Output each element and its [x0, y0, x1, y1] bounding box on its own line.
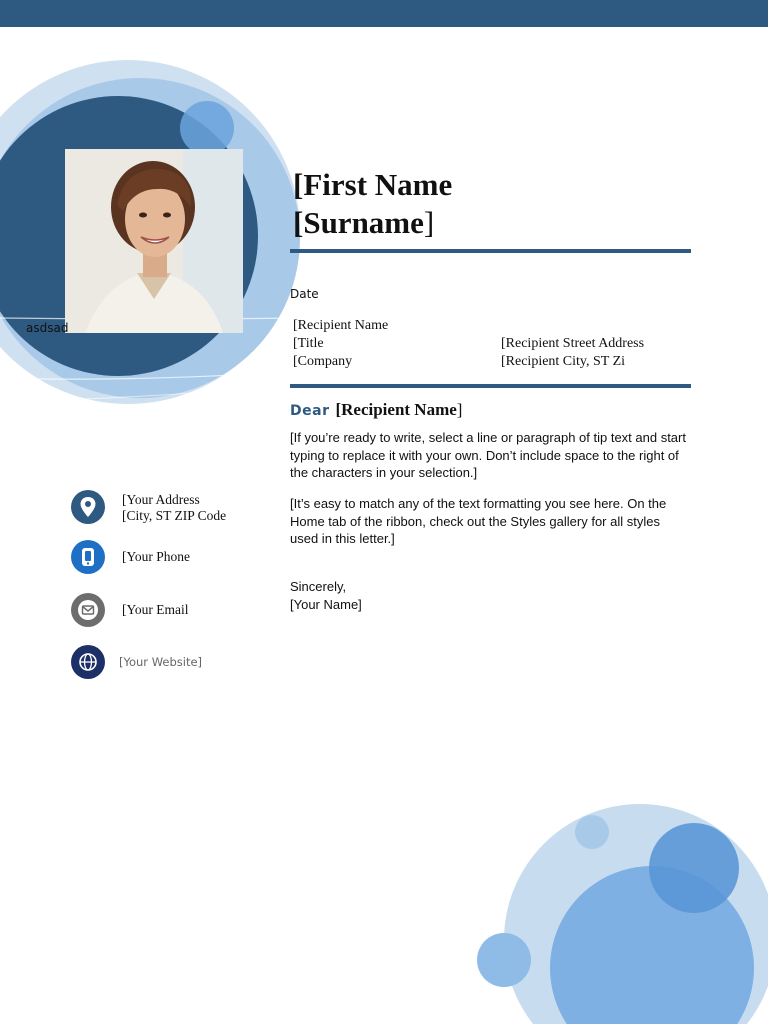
- accent-circle: [180, 101, 234, 155]
- header-divider: [290, 249, 691, 253]
- recipient-divider: [290, 384, 691, 388]
- phone-icon: [71, 540, 105, 574]
- side-note: asdsad: [26, 321, 69, 335]
- body-paragraph-2[interactable]: [It’s easy to match any of the text formatting you see here. On the Home tab of the ribbon, check out the Styles gallery for all styles used in this letter.]: [290, 496, 667, 546]
- website-field[interactable]: [Your Website]: [119, 655, 203, 669]
- email-icon: [71, 593, 105, 627]
- recipient-title-field[interactable]: [Title: [293, 336, 324, 351]
- closing-text[interactable]: Sincerely,: [290, 579, 347, 594]
- first-name-heading[interactable]: [First Name: [293, 167, 453, 202]
- recipient-street-field[interactable]: [Recipient Street Address: [501, 336, 645, 351]
- recipient-city-field[interactable]: [Recipient City, ST Zi: [501, 354, 626, 369]
- surname-bracket: ]: [423, 205, 435, 240]
- bottom-tiny-circle: [575, 815, 609, 849]
- phone-field[interactable]: [Your Phone: [122, 549, 191, 564]
- recipient-name-field[interactable]: [Recipient Name: [293, 318, 389, 333]
- salutation-bracket: ]: [456, 400, 463, 419]
- salutation[interactable]: [290, 400, 462, 420]
- surname-heading[interactable]: [293, 205, 434, 241]
- body-paragraph-1[interactable]: [If you’re ready to write, select a line or paragraph of tip text and start typing to replace it with your own. Don’t include space to the right of the characters in your selection.]: [290, 430, 686, 480]
- date-field[interactable]: Date: [290, 287, 319, 301]
- address-line-2[interactable]: [City, ST ZIP Code: [122, 508, 227, 523]
- recipient-company-field[interactable]: [Company: [293, 354, 353, 369]
- address-line-1[interactable]: [Your Address: [122, 492, 200, 507]
- bottom-small-circle: [477, 933, 531, 987]
- surname-text: [Surname: [293, 205, 424, 240]
- email-field[interactable]: [Your Email: [122, 602, 189, 617]
- salutation-recipient: [Recipient Name: [335, 400, 457, 419]
- bottom-accent-circle: [649, 823, 739, 913]
- signature-name[interactable]: [Your Name]: [290, 596, 362, 612]
- location-icon: [71, 490, 105, 524]
- portrait-photo: [65, 149, 243, 333]
- globe-icon: [71, 645, 105, 679]
- closing-block: [290, 578, 362, 613]
- salutation-word: Dear: [290, 403, 330, 419]
